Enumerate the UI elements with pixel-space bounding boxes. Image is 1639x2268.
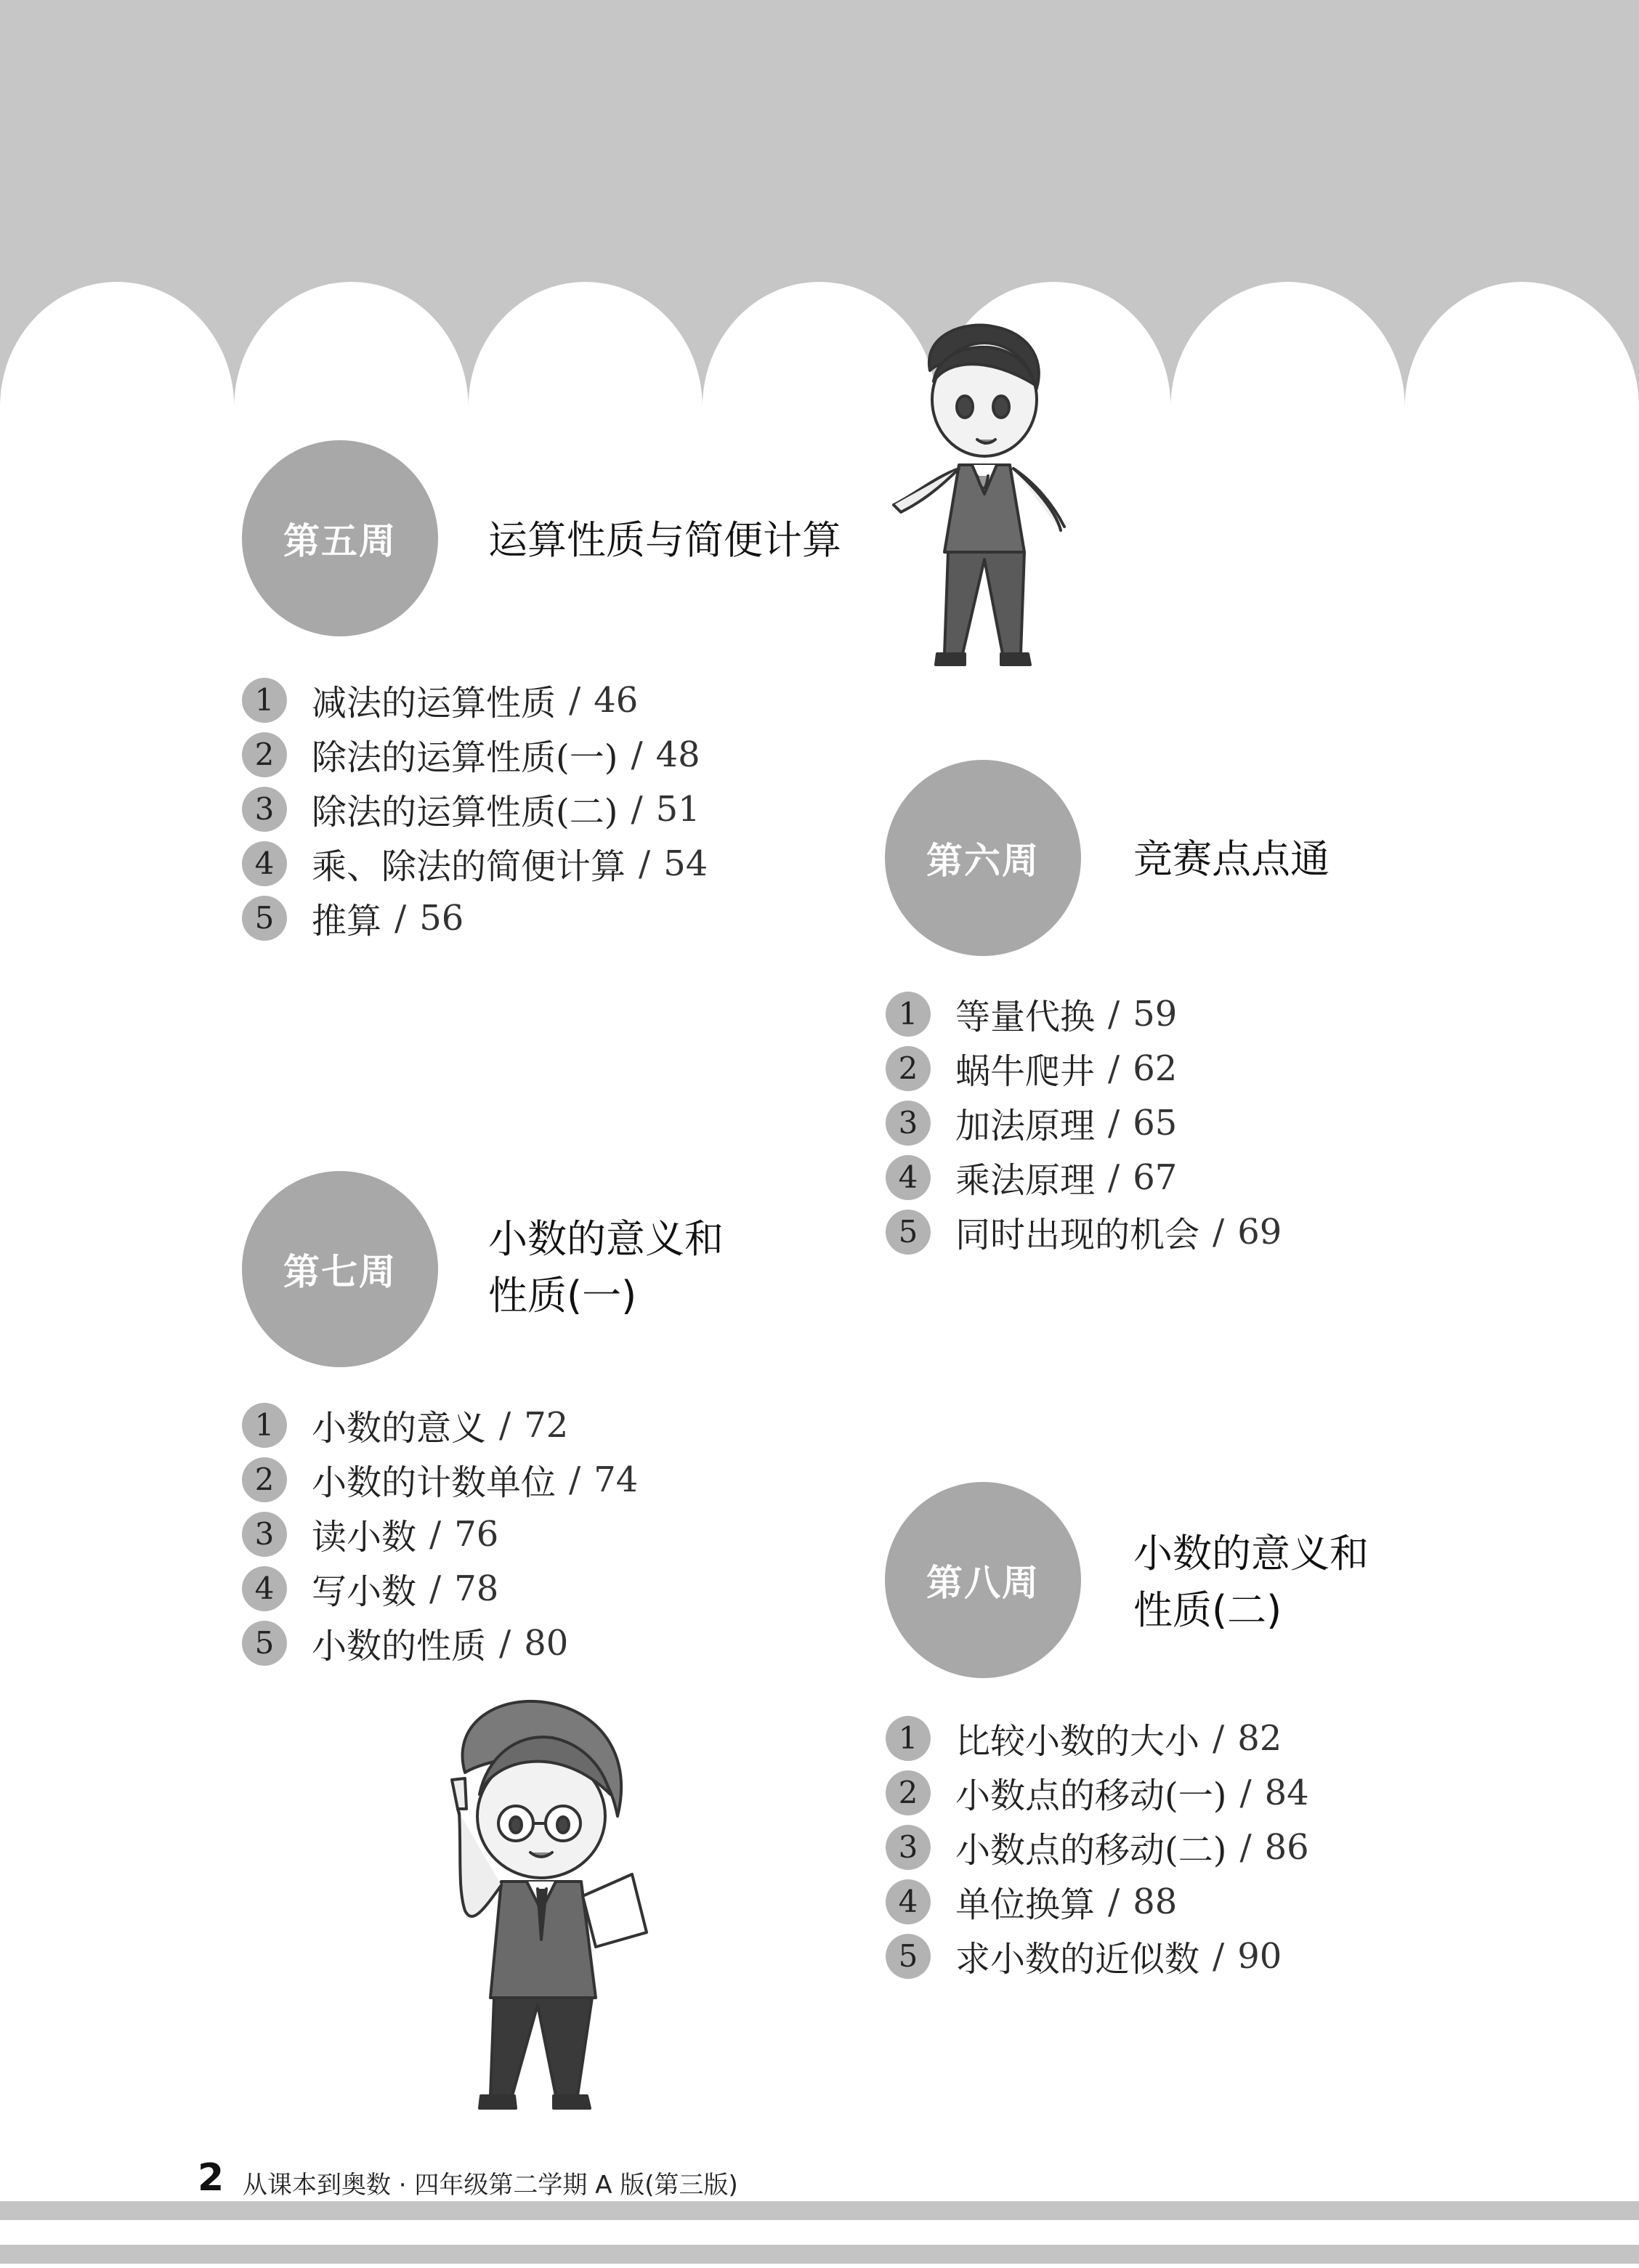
toc-item[interactable]	[886, 1874, 1309, 1929]
toc-list	[886, 987, 1282, 1259]
item-number-badge: 3	[242, 1512, 287, 1557]
toc-item[interactable]	[886, 1711, 1309, 1765]
item-page: 62	[1133, 1048, 1178, 1089]
item-title: 写小数	[312, 1571, 417, 1612]
item-title: 乘法原理	[955, 1160, 1096, 1201]
item-number-badge: 3	[242, 787, 287, 832]
page-number: 2	[198, 2156, 224, 2200]
toc-item[interactable]	[886, 1204, 1282, 1259]
item-separator: /	[1108, 1048, 1120, 1089]
item-number-badge: 4	[886, 1155, 931, 1200]
item-separator: /	[631, 788, 643, 830]
toc-item[interactable]	[886, 1095, 1282, 1150]
item-page: 76	[454, 1513, 499, 1555]
book-title-footer: 从课本到奥数 · 四年级第二学期 A 版(第三版)	[243, 2171, 738, 2200]
item-page: 67	[1133, 1157, 1178, 1198]
toc-item[interactable]	[886, 1820, 1309, 1874]
week-badge: 第八周	[885, 1482, 1081, 1678]
item-separator: /	[1108, 1102, 1120, 1143]
item-title: 减法的运算性质	[312, 683, 557, 724]
item-separator: /	[639, 843, 651, 884]
week-title-line: 小数的意义和	[1133, 1531, 1369, 1576]
item-page: 88	[1133, 1881, 1178, 1922]
week-title	[488, 1211, 724, 1324]
week-title	[1133, 831, 1330, 888]
toc-item[interactable]	[242, 1507, 638, 1561]
toc-item[interactable]	[242, 1398, 638, 1452]
item-title: 同时出现的机会	[955, 1215, 1200, 1255]
item-number-badge: 1	[242, 678, 287, 723]
item-number-badge: 4	[886, 1879, 931, 1924]
item-number-badge: 1	[242, 1403, 287, 1448]
item-page: 90	[1237, 1935, 1282, 1977]
item-page: 51	[655, 788, 700, 830]
toc-item[interactable]	[242, 1452, 638, 1507]
item-number-badge: 5	[886, 1210, 931, 1255]
item-number-badge: 5	[886, 1934, 931, 1979]
item-page: 48	[655, 734, 700, 775]
item-separator: /	[499, 1404, 511, 1446]
item-separator: /	[631, 734, 643, 775]
item-title: 推算	[312, 901, 382, 941]
toc-item[interactable]	[886, 1765, 1309, 1820]
item-separator: /	[569, 1459, 581, 1500]
item-page: 82	[1237, 1717, 1282, 1759]
toc-item[interactable]	[886, 987, 1282, 1041]
item-separator: /	[499, 1622, 511, 1664]
item-number-badge: 1	[886, 1716, 931, 1761]
item-number-badge: 2	[242, 732, 287, 777]
toc-list	[242, 1398, 638, 1670]
week-title-line: 竞赛点点通	[1133, 836, 1330, 882]
toc-item[interactable]	[242, 836, 708, 891]
item-title: 小数的意义	[312, 1408, 487, 1449]
item-separator: /	[1213, 1717, 1225, 1759]
item-separator: /	[1213, 1935, 1225, 1977]
item-page: 69	[1237, 1211, 1282, 1252]
item-title: 比较小数的大小	[955, 1721, 1200, 1762]
item-title: 小数的计数单位	[312, 1462, 557, 1503]
item-number-badge: 2	[886, 1770, 931, 1815]
week-title-line: 运算性质与简便计算	[488, 517, 841, 563]
item-page: 84	[1264, 1772, 1309, 1813]
item-title: 除法的运算性质(一)	[312, 737, 618, 778]
item-title: 乘、除法的简便计算	[312, 846, 626, 887]
toc-item[interactable]	[242, 1616, 638, 1670]
item-separator: /	[1239, 1772, 1252, 1813]
header-scallop-band	[0, 0, 1639, 407]
item-title: 读小数	[312, 1517, 417, 1558]
toc-item[interactable]	[242, 1561, 638, 1616]
item-page: 65	[1133, 1102, 1178, 1143]
cartoon-teacher-illustration	[414, 1693, 661, 2129]
week-title	[1133, 1526, 1369, 1639]
item-title: 蜗牛爬井	[955, 1051, 1096, 1092]
footer-bar-top	[0, 2201, 1639, 2220]
item-number-badge: 2	[886, 1046, 931, 1091]
week-badge: 第七周	[242, 1171, 438, 1367]
item-page: 86	[1264, 1826, 1309, 1868]
item-page: 56	[419, 897, 464, 939]
item-title: 除法的运算性质(二)	[312, 792, 618, 833]
item-title: 单位换算	[955, 1884, 1096, 1925]
toc-item[interactable]	[886, 1150, 1282, 1204]
item-title: 求小数的近似数	[955, 1939, 1200, 1980]
week-badge: 第六周	[885, 760, 1081, 956]
item-page: 46	[594, 679, 639, 721]
item-page: 80	[524, 1622, 569, 1664]
item-separator: /	[1108, 1157, 1120, 1198]
toc-item[interactable]	[886, 1929, 1309, 1983]
week-title	[488, 512, 841, 569]
toc-item[interactable]	[886, 1041, 1282, 1095]
item-title: 等量代换	[955, 997, 1096, 1037]
item-separator: /	[1108, 993, 1120, 1034]
item-separator: /	[394, 897, 407, 939]
toc-list	[886, 1711, 1309, 1983]
item-number-badge: 3	[886, 1825, 931, 1870]
week-title-line: 性质(二)	[1133, 1587, 1282, 1633]
item-number-badge: 2	[242, 1457, 287, 1502]
item-number-badge: 3	[886, 1101, 931, 1146]
item-number-badge: 4	[242, 841, 287, 886]
toc-item[interactable]	[242, 727, 708, 782]
item-separator: /	[569, 679, 581, 721]
toc-list	[242, 673, 708, 945]
item-separator: /	[1108, 1881, 1120, 1922]
footer-bar-bottom	[0, 2245, 1639, 2264]
week-title-line: 性质(一)	[488, 1273, 637, 1319]
toc-item[interactable]	[242, 673, 708, 727]
item-page: 74	[594, 1459, 639, 1500]
item-separator: /	[1213, 1211, 1225, 1252]
item-separator: /	[429, 1568, 442, 1609]
item-number-badge: 5	[242, 1621, 287, 1666]
item-title: 小数的性质	[312, 1626, 487, 1666]
item-title: 小数点的移动(一)	[955, 1775, 1227, 1816]
toc-item[interactable]	[242, 782, 708, 836]
item-page: 54	[663, 843, 708, 884]
item-title: 小数点的移动(二)	[955, 1830, 1227, 1871]
item-separator: /	[1239, 1826, 1252, 1868]
item-separator: /	[429, 1513, 442, 1555]
week-badge: 第五周	[242, 440, 438, 636]
toc-item[interactable]	[242, 891, 708, 945]
item-title: 加法原理	[955, 1106, 1096, 1146]
item-page: 72	[524, 1404, 569, 1446]
cartoon-boy-illustration	[879, 320, 1097, 697]
week-title-line: 小数的意义和	[488, 1216, 724, 1262]
item-number-badge: 5	[242, 896, 287, 941]
item-page: 59	[1133, 993, 1178, 1034]
item-number-badge: 4	[242, 1566, 287, 1611]
item-page: 78	[454, 1568, 499, 1609]
item-number-badge: 1	[886, 992, 931, 1037]
